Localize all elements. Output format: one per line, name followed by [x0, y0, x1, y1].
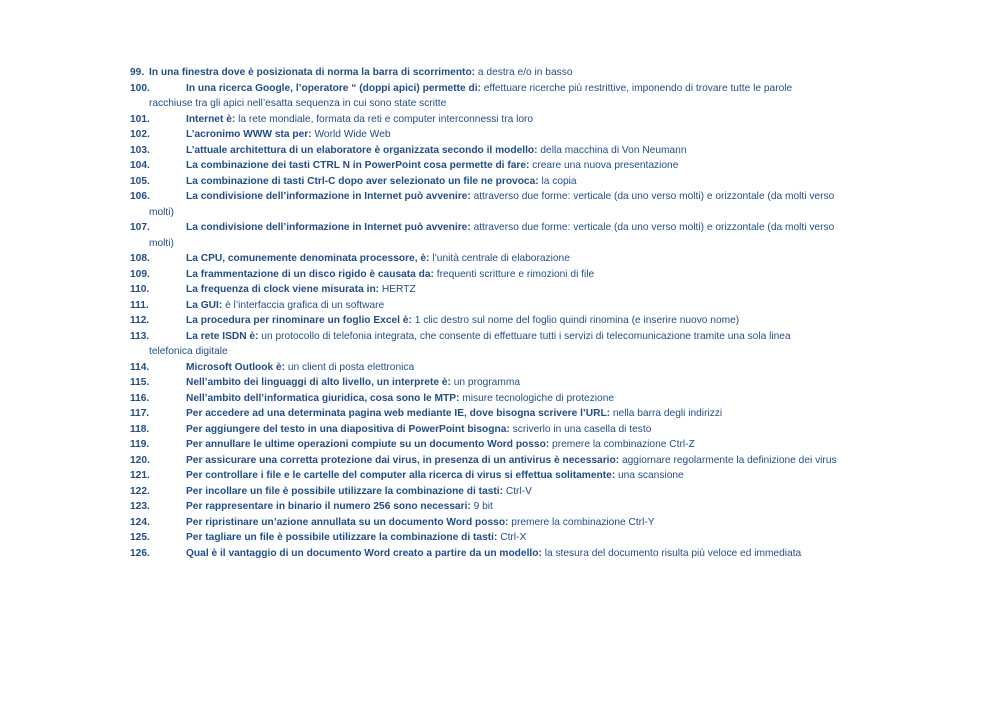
qa-number: 118.	[130, 423, 150, 435]
qa-item	[130, 375, 870, 391]
qa-item	[130, 484, 870, 500]
qa-item	[130, 158, 870, 174]
qa-answer-continuation: racchiuse tra gli apici nell’esatta sequenza in cui sono state scritte	[149, 98, 447, 109]
qa-question: Nell’ambito dell’informatica giuridica, cosa sono le MTP:	[186, 392, 460, 404]
qa-number: 99.	[130, 67, 145, 78]
qa-answer: la copia	[538, 175, 577, 187]
qa-question: Per annullare le ultime operazioni compiute su un documento Word posso:	[186, 439, 550, 450]
qa-question: La GUI:	[186, 299, 223, 311]
qa-question: La rete ISDN è:	[186, 330, 259, 342]
qa-item	[130, 251, 870, 267]
qa-item	[130, 530, 870, 546]
qa-item	[130, 468, 870, 484]
qa-list	[130, 65, 870, 561]
qa-answer: la rete mondiale, formata da reti e computer interconnessi tra loro	[235, 113, 534, 125]
qa-answer: scriverlo in una casella di testo	[509, 423, 652, 435]
qa-number: 102.	[130, 129, 150, 140]
qa-answer: a destra e/o in basso	[475, 67, 573, 78]
qa-question: Per controllare i file e le cartelle del computer alla ricerca di virus si effettua solitamente:	[186, 470, 616, 481]
qa-question: La condivisione dell’informazione in Internet può avvenire:	[186, 191, 471, 202]
qa-answer: premere la combinazione Ctrl-Z	[549, 439, 695, 450]
qa-question: Per assicurare una corretta protezione dai virus, in presenza di un antivirus è necessario:	[186, 454, 620, 466]
qa-item	[130, 65, 870, 81]
qa-answer: Ctrl-X	[497, 532, 527, 543]
qa-answer: World Wide Web	[311, 129, 391, 140]
qa-number: 105.	[130, 175, 150, 187]
qa-answer: HERTZ	[379, 284, 416, 295]
qa-answer: della macchina di Von Neumann	[537, 144, 687, 156]
qa-question: In una ricerca Google, l’operatore “ (doppi apici) permette di:	[186, 82, 481, 94]
qa-number: 126.	[130, 547, 150, 559]
qa-item	[130, 546, 870, 562]
qa-answer: misure tecnologiche di protezione	[459, 392, 615, 404]
qa-number: 113.	[130, 330, 150, 342]
qa-item	[130, 112, 870, 128]
qa-answer: 1 clic destro sul nome del foglio quindi rinomina (e inserire nuovo nome)	[411, 315, 740, 326]
qa-item	[130, 174, 870, 190]
qa-number: 122.	[130, 485, 150, 497]
qa-question: La condivisione dell’informazione in Internet può avvenire:	[186, 222, 471, 233]
qa-question: La frequenza di clock viene misurata in:	[186, 284, 380, 295]
qa-item	[130, 143, 870, 159]
qa-number: 112.	[130, 315, 150, 326]
qa-item	[130, 267, 870, 283]
qa-answer: 9 bit	[470, 501, 493, 512]
qa-question: L’attuale architettura di un elaboratore è organizzata secondo il modello:	[186, 144, 538, 156]
qa-number: 104.	[130, 160, 150, 171]
qa-item	[130, 360, 870, 376]
qa-number: 111.	[130, 299, 149, 311]
qa-question: Internet è:	[186, 113, 236, 125]
qa-question: La combinazione dei tasti CTRL N in PowerPoint cosa permette di fare:	[186, 160, 530, 171]
qa-number: 121.	[130, 470, 150, 481]
qa-answer: un client di posta elettronica	[285, 361, 415, 373]
qa-answer: la stesura del documento risulta più veloce ed immediata	[541, 547, 802, 559]
qa-item	[130, 81, 870, 112]
qa-answer: Ctrl-V	[503, 485, 532, 497]
qa-answer: creare una nuova presentazione	[529, 160, 679, 171]
qa-question: Per accedere ad una determinata pagina web mediante IE, dove bisogna scrivere l’URL:	[186, 408, 611, 419]
qa-number: 100.	[130, 82, 150, 94]
qa-question: In una finestra dove è posizionata di norma la barra di scorrimento:	[149, 67, 476, 78]
qa-question: La combinazione di tasti Ctrl-C dopo aver selezionato un file ne provoca:	[186, 175, 539, 187]
qa-number: 125.	[130, 532, 150, 543]
qa-answer-continuation: telefonica digitale	[149, 346, 228, 357]
qa-answer: frequenti scritture e rimozioni di file	[433, 268, 595, 280]
qa-number: 116.	[130, 392, 150, 404]
qa-answer: effettuare ricerche più restrittive, imponendo di trovare tutte le parole	[480, 82, 793, 94]
qa-number: 117.	[130, 408, 150, 419]
qa-question: Per rappresentare in binario il numero 256 sono necessari:	[186, 501, 471, 512]
qa-question: Qual è il vantaggio di un documento Word creato a partire da un modello:	[186, 547, 542, 559]
qa-item	[130, 499, 870, 515]
qa-question: Nell’ambito dei linguaggi di alto livello, un interprete è:	[186, 377, 451, 388]
qa-number: 124.	[130, 516, 150, 528]
qa-answer: un protocollo di telefonia integrata, che consente di effettuare tutti i servizi di telecomunicazione tramite una sola linea	[258, 330, 791, 342]
qa-number: 119.	[130, 439, 150, 450]
qa-number: 109.	[130, 268, 150, 280]
qa-item	[130, 313, 870, 329]
qa-question: Per tagliare un file è possibile utilizzare la combinazione di tasti:	[186, 532, 498, 543]
qa-item	[130, 189, 870, 220]
qa-item	[130, 298, 870, 314]
qa-item	[130, 437, 870, 453]
qa-number: 103.	[130, 144, 150, 156]
qa-number: 110.	[130, 284, 150, 295]
qa-item	[130, 220, 870, 251]
qa-question: Per aggiungere del testo in una diapositiva di PowerPoint bisogna:	[186, 423, 510, 435]
qa-number: 123.	[130, 501, 150, 512]
qa-number: 120.	[130, 454, 150, 466]
qa-item	[130, 422, 870, 438]
qa-answer: l’unità centrale di elaborazione	[429, 253, 570, 264]
qa-item	[130, 515, 870, 531]
qa-item	[130, 329, 870, 360]
qa-number: 101.	[130, 113, 150, 125]
qa-question: Per incollare un file è possibile utilizzare la combinazione di tasti:	[186, 485, 504, 497]
qa-item	[130, 391, 870, 407]
qa-number: 108.	[130, 253, 150, 264]
qa-item	[130, 453, 870, 469]
qa-number: 106.	[130, 191, 150, 202]
qa-item	[130, 406, 870, 422]
qa-number: 107.	[130, 222, 150, 233]
qa-answer-continuation: molti)	[149, 237, 174, 249]
qa-item	[130, 282, 870, 298]
qa-item	[130, 127, 870, 143]
qa-question: La procedura per rinominare un foglio Excel è:	[186, 315, 412, 326]
qa-answer: aggiornare regolarmente la definizione dei virus	[619, 454, 837, 466]
qa-question: L’acronimo WWW sta per:	[186, 129, 312, 140]
qa-answer: attraverso due forme: verticale (da uno verso molti) e orizzontale (da molti verso	[470, 191, 835, 202]
qa-answer: un programma	[450, 377, 520, 388]
qa-question: Per ripristinare un’azione annullata su un documento Word posso:	[186, 516, 509, 528]
qa-question: Microsoft Outlook è:	[186, 361, 286, 373]
qa-question: La CPU, comunemente denominata processore, è:	[186, 253, 430, 264]
qa-answer: una scansione	[615, 470, 684, 481]
qa-answer: nella barra degli indirizzi	[610, 408, 723, 419]
qa-answer: premere la combinazione Ctrl-Y	[508, 516, 655, 528]
qa-question: La frammentazione di un disco rigido è causata da:	[186, 268, 434, 280]
qa-number: 114.	[130, 361, 150, 373]
qa-answer-continuation: molti)	[149, 206, 174, 218]
qa-answer: è l’interfaccia grafica di un software	[222, 299, 385, 311]
qa-answer: attraverso due forme: verticale (da uno verso molti) e orizzontale (da molti verso	[470, 222, 835, 233]
qa-number: 115.	[130, 377, 150, 388]
